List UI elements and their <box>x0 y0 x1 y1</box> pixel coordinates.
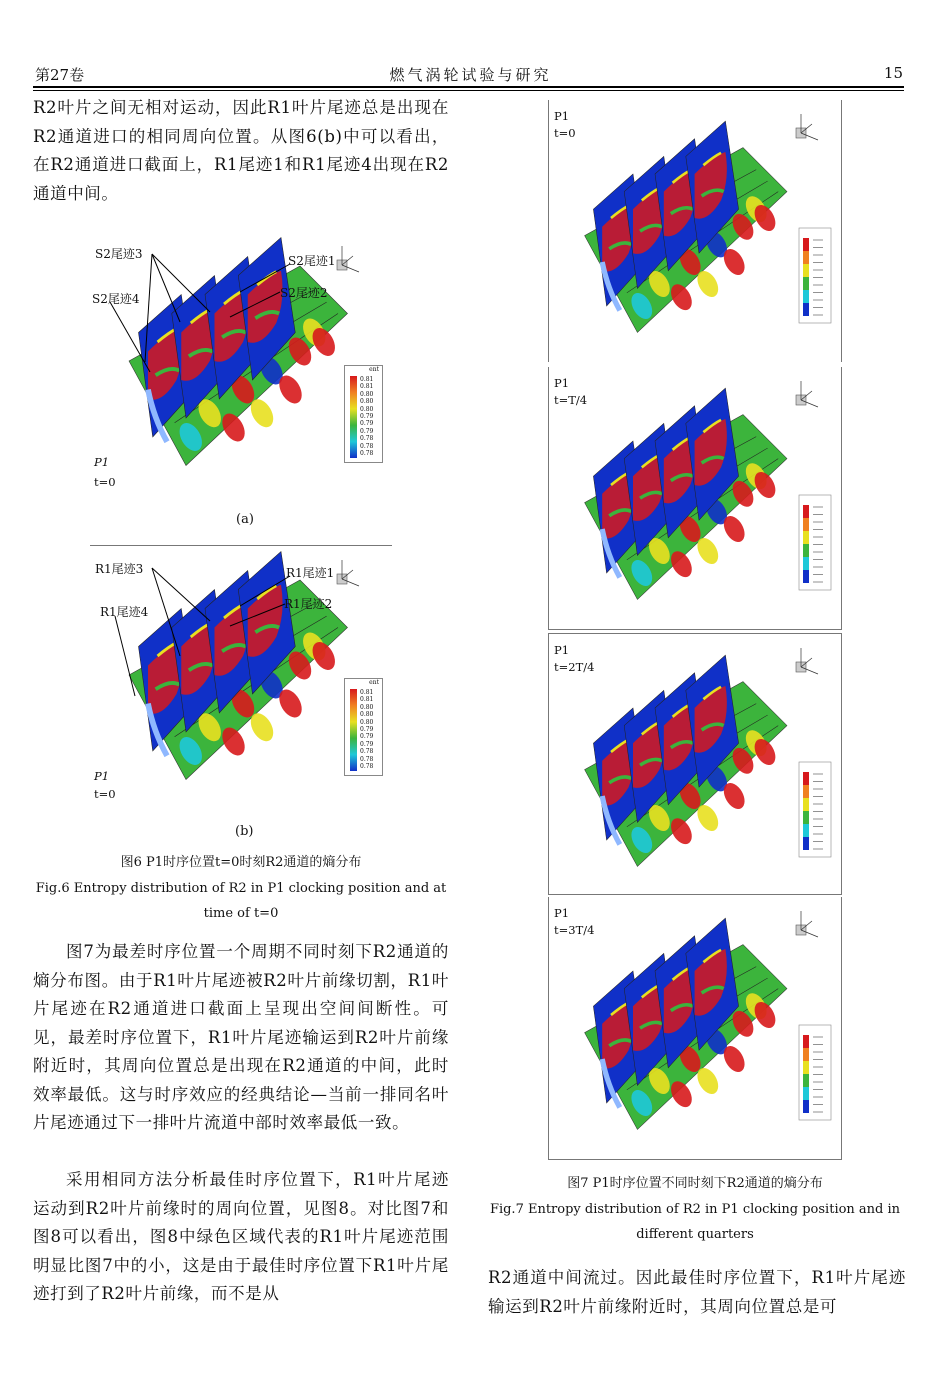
figure-6-caption-en-2: time of t=0 <box>203 906 279 921</box>
legend-value: 0.79 <box>360 420 374 428</box>
entropy-contour-plot <box>549 367 841 629</box>
position-label: P1 <box>554 109 570 123</box>
wake-label-1: R1尾迹1 <box>286 566 335 580</box>
legend-value: 0.79 <box>360 725 374 733</box>
color-legend <box>344 678 383 776</box>
wake-label-2: R1尾迹2 <box>284 597 333 611</box>
figure-6a <box>90 232 392 502</box>
body-paragraph-3: R2通道中间流过。因此最佳时序位置下，R1叶片尾迹输运到R2叶片前缘附近时，其周向位置总是可 <box>488 1268 906 1316</box>
figure-7-caption-en-2: different quarters <box>636 1227 754 1242</box>
position-label: P1 <box>554 643 570 657</box>
figure-6-caption-en-1: Fig.6 Entropy distribution of R2 in P1 clocking position and at <box>35 881 447 896</box>
legend-value: 0.80 <box>360 405 374 413</box>
wake-label-1: S2尾迹1 <box>288 254 336 268</box>
journal-title: 燃气涡轮试验与研究 <box>389 66 552 84</box>
header-rule-thin <box>33 90 904 91</box>
legend-value: 0.78 <box>360 442 374 450</box>
time-label: t=0 <box>94 475 116 489</box>
legend-title: ent <box>369 366 379 373</box>
legend-value: 0.80 <box>360 711 374 719</box>
legend-value: 0.79 <box>360 412 374 420</box>
position-label: P1 <box>554 376 570 390</box>
figure-7-panel-2 <box>548 367 842 630</box>
legend-title: ent <box>369 679 379 686</box>
figure-7-panel-4 <box>548 897 842 1160</box>
position-label: P1 <box>94 769 110 783</box>
body-paragraph-1: 图7为最差时序位置一个周期不同时刻下R2通道的熵分布图。由于R1叶片尾迹被R2叶片前缘切割，R1叶片尾迹在R2通道进口截面上呈现出空间间断性。可见，最差时序位置下，R1叶片尾迹输运到R2叶片前缘附近时，其周向位置总是出现在R2通道的中间，此时效率最低。这与时序效应的经典结论—当前一排同名叶片尾迹通过下一排叶片流道中部时效率最低一致。 <box>33 942 449 1132</box>
volume-label: 第27卷 <box>35 66 85 84</box>
time-label: t=3T/4 <box>554 923 595 937</box>
position-label: P1 <box>94 455 110 469</box>
axis-triad <box>337 560 359 586</box>
wake-label-3: R1尾迹3 <box>95 562 144 576</box>
intro-paragraph: R2叶片之间无相对运动，因此R1叶片尾迹总是出现在R2通道进口的相同周向位置。从图6(b)中可以看出，在R2通道进口截面上，R1尾迹1和R1尾迹4出现在R2通道中间。 <box>33 98 449 203</box>
wake-label-4: R1尾迹4 <box>100 605 149 619</box>
wake-label-2: S2尾迹2 <box>280 286 328 300</box>
legend-value: 0.80 <box>360 398 374 406</box>
figure-6-caption-cn: 图6 P1时序位置t=0时刻R2通道的熵分布 <box>120 855 362 870</box>
entropy-contour-plot <box>549 100 841 362</box>
axis-triad <box>796 381 818 407</box>
body-paragraph-2: 采用相同方法分析最佳时序位置下，R1叶片尾迹运动到R2叶片前缘时的周向位置，见图8。对比图7和图8可以看出，图8中绿色区域代表的R1叶片尾迹范围明显比图7中的小，这是由于最佳时序位置下R1叶片尾迹打到了R2叶片前缘，而不是从 <box>33 1170 449 1303</box>
legend-value: 0.78 <box>360 449 374 457</box>
header-rule <box>33 86 904 88</box>
figure-7-panel-1 <box>548 100 842 362</box>
axis-triad <box>796 114 818 140</box>
legend-value: 0.78 <box>360 755 374 763</box>
figure-7-panel-3 <box>548 633 842 895</box>
figure-7-caption-en-1: Fig.7 Entropy distribution of R2 in P1 clocking position and in <box>489 1202 901 1217</box>
legend-value: 0.78 <box>360 435 374 443</box>
legend-values <box>360 690 373 771</box>
time-label: t=0 <box>94 787 116 801</box>
legend-value: 0.81 <box>360 689 374 696</box>
time-label: t=T/4 <box>554 393 588 407</box>
figure-6b <box>90 545 392 816</box>
color-legend <box>344 365 383 463</box>
legend-colorbar <box>350 376 357 458</box>
wake-label-3: S2尾迹3 <box>95 247 143 261</box>
legend-value: 0.80 <box>360 703 374 711</box>
wake-label-4: S2尾迹4 <box>92 292 140 306</box>
time-label: t=2T/4 <box>554 660 595 674</box>
page-number: 15 <box>883 64 903 82</box>
color-legend <box>799 228 831 323</box>
subfigure-b-label: (b) <box>235 824 254 839</box>
legend-values <box>360 377 373 458</box>
legend-value: 0.78 <box>360 748 374 756</box>
legend-value: 0.79 <box>360 740 374 748</box>
color-legend <box>799 495 831 590</box>
legend-value: 0.81 <box>360 376 374 383</box>
legend-value: 0.81 <box>360 696 374 704</box>
legend-value: 0.81 <box>360 383 374 391</box>
axis-triad <box>796 648 818 674</box>
color-legend <box>799 1025 831 1120</box>
legend-value: 0.79 <box>360 427 374 435</box>
legend-value: 0.80 <box>360 390 374 398</box>
position-label: P1 <box>554 906 570 920</box>
legend-value: 0.80 <box>360 718 374 726</box>
legend-colorbar <box>350 689 357 771</box>
axis-triad <box>796 911 818 937</box>
legend-value: 0.78 <box>360 762 374 770</box>
figure-7-caption-cn: 图7 P1时序位置不同时刻下R2通道的熵分布 <box>567 1176 823 1191</box>
subfigure-a-label: (a) <box>236 512 254 527</box>
axis-triad <box>337 246 359 272</box>
time-label: t=0 <box>554 126 576 140</box>
legend-value: 0.79 <box>360 733 374 741</box>
color-legend <box>799 762 831 857</box>
